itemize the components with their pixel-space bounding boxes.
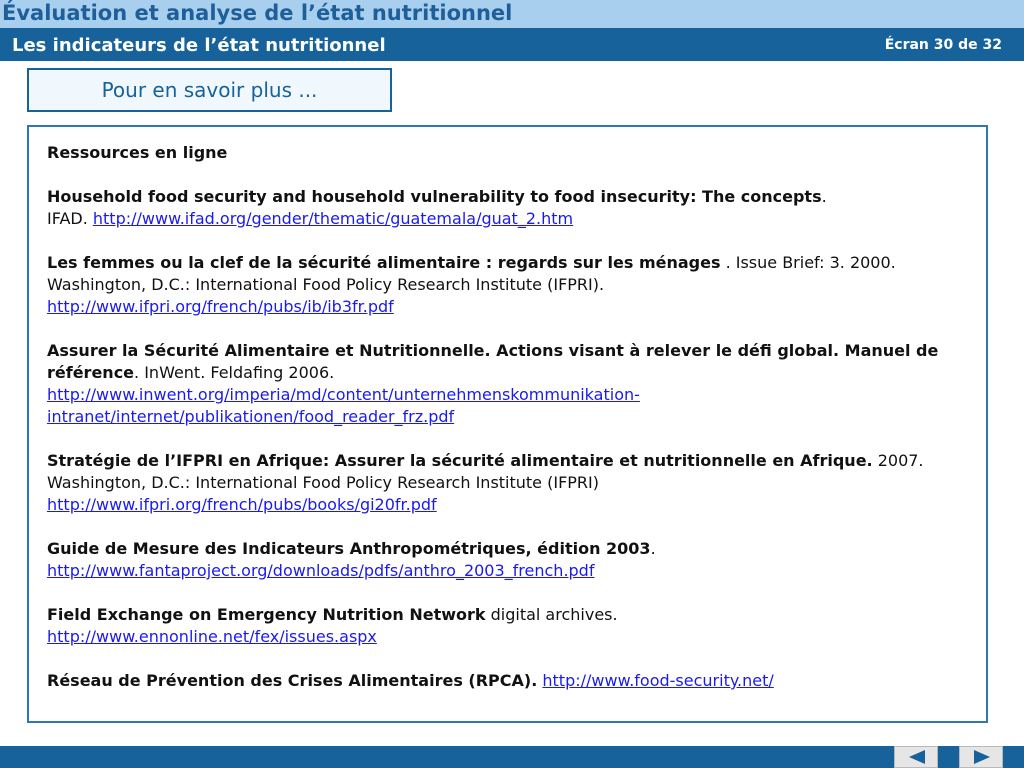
resource-link[interactable]: http://www.fantaproject.org/downloads/pdfs/anthro_2003_french.pdf bbox=[47, 561, 595, 580]
resource-link[interactable]: http://www.ifpri.org/french/pubs/ib/ib3fr.pdf bbox=[47, 297, 394, 316]
resource-item bbox=[47, 604, 967, 648]
resource-item bbox=[47, 538, 967, 582]
resource-title: Field Exchange on Emergency Nutrition Network bbox=[47, 605, 486, 624]
previous-screen-button[interactable] bbox=[894, 746, 938, 768]
resource-item bbox=[47, 670, 967, 692]
resource-details: digital archives. bbox=[485, 605, 618, 624]
arrow-left-icon bbox=[907, 750, 927, 764]
resource-title: Guide de Mesure des Indicateurs Anthropométriques, édition 2003 bbox=[47, 539, 651, 558]
footer-bar bbox=[0, 746, 1024, 768]
screen-counter: Écran 30 de 32 bbox=[884, 37, 1002, 53]
resource-title: Household food security and household vulnerability to food insecurity: The concepts bbox=[47, 187, 822, 206]
arrow-right-icon bbox=[972, 750, 992, 764]
resource-title: Stratégie de l’IFPRI en Afrique: Assurer la sécurité alimentaire et nutritionnelle en Afrique. bbox=[47, 451, 873, 470]
resource-link[interactable]: http://www.food-security.net/ bbox=[542, 671, 774, 690]
resource-link[interactable]: http://www.ennonline.net/fex/issues.aspx bbox=[47, 627, 377, 646]
resource-details: . Issue Brief: 3. 2000. Washington, D.C.: International Food Policy Research Institute (IFPRI). bbox=[47, 253, 896, 294]
more-info-box bbox=[27, 68, 392, 112]
resource-details: 2007. Washington, D.C.: International Food Policy Research Institute (IFPRI) bbox=[47, 451, 924, 492]
resource-item bbox=[47, 252, 967, 318]
resource-details: . bbox=[821, 187, 827, 206]
resources-heading: Ressources en ligne bbox=[47, 143, 228, 162]
resource-details: . InWent. Feldafing 2006. bbox=[134, 363, 335, 382]
section-title: Les indicateurs de l’état nutritionnel bbox=[12, 35, 386, 56]
module-title: Évaluation et analyse de l’état nutritionnel bbox=[2, 1, 513, 25]
resource-title: Réseau de Prévention des Crises Alimentaires (RPCA). bbox=[47, 671, 538, 690]
resource-details: . bbox=[650, 539, 656, 558]
sub-bar bbox=[0, 28, 1024, 61]
title-bar bbox=[0, 0, 1024, 28]
resource-link[interactable]: http://www.inwent.org/imperia/md/content/unternehmenskommunikation-intranet/internet/publikationen/food_reader_frz.pdf bbox=[47, 385, 640, 426]
resource-title: Les femmes ou la clef de la sécurité alimentaire : regards sur les ménages bbox=[47, 253, 721, 272]
next-screen-button[interactable] bbox=[959, 746, 1003, 768]
resource-link[interactable]: http://www.ifpri.org/french/pubs/books/gi20fr.pdf bbox=[47, 495, 437, 514]
resource-link[interactable]: http://www.ifad.org/gender/thematic/guatemala/guat_2.htm bbox=[92, 209, 574, 228]
resources-content bbox=[47, 142, 967, 714]
more-info-label: Pour en savoir plus ... bbox=[101, 78, 318, 102]
resource-item bbox=[47, 340, 967, 428]
resource-source: IFAD. bbox=[47, 209, 93, 228]
resource-item bbox=[47, 186, 967, 230]
resource-title: Assurer la Sécurité Alimentaire et Nutritionnelle. Actions visant à relever le défi global. Manuel de référence bbox=[47, 341, 939, 382]
resource-item bbox=[47, 450, 967, 516]
resources-panel bbox=[27, 125, 988, 723]
